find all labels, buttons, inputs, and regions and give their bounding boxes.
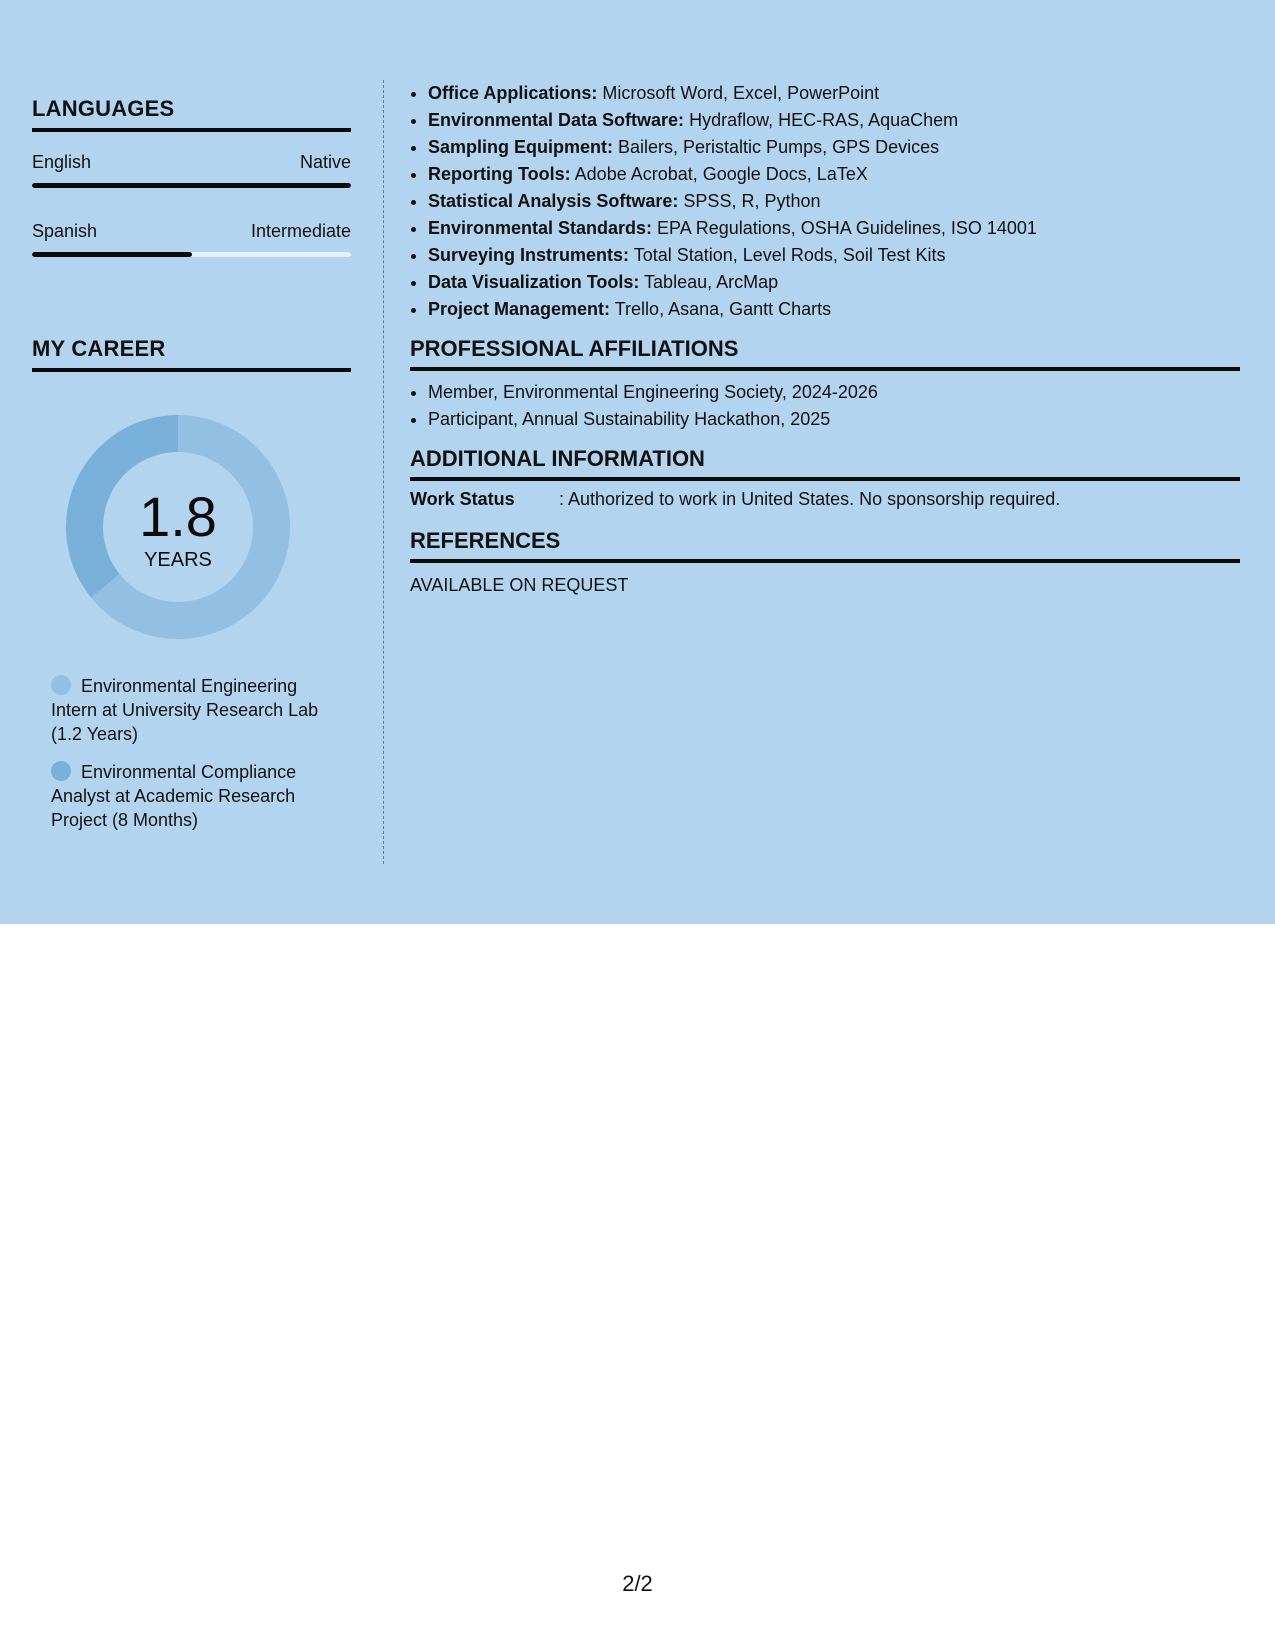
skill-value: EPA Regulations, OSHA Guidelines, ISO 14001 bbox=[652, 218, 1037, 238]
additional-info-section bbox=[410, 446, 1240, 513]
language-level: Intermediate bbox=[250, 221, 351, 241]
language-proficiency-fill bbox=[32, 183, 351, 188]
affiliations-section bbox=[410, 336, 1240, 433]
column-divider bbox=[383, 80, 384, 864]
skill-value: Microsoft Word, Excel, PowerPoint bbox=[597, 83, 880, 103]
skill-value: Hydraflow, HEC-RAS, AquaChem bbox=[684, 110, 959, 130]
skill-label: Environmental Data Software: bbox=[428, 110, 685, 130]
skill-value: Adobe Acrobat, Google Docs, LaTeX bbox=[570, 164, 868, 184]
skills-list bbox=[410, 80, 1240, 323]
skill-label: Environmental Standards: bbox=[428, 218, 653, 238]
skill-label: Project Management: bbox=[428, 299, 611, 319]
list-item: • Participant, Annual Sustainability Hackathon, 2025 bbox=[428, 406, 1240, 433]
skill-label: Reporting Tools: bbox=[428, 164, 571, 184]
skill-label: Surveying Instruments: bbox=[428, 245, 630, 265]
skill-item bbox=[428, 296, 1240, 323]
page-number: 2/2 bbox=[622, 1571, 653, 1596]
career-total-unit: YEARS bbox=[144, 549, 212, 571]
skill-item bbox=[428, 107, 1240, 134]
affiliations-list bbox=[410, 379, 1240, 433]
languages-heading: LANGUAGES bbox=[32, 96, 351, 132]
right-column bbox=[410, 80, 1240, 595]
additional-info-heading: ADDITIONAL INFORMATION bbox=[410, 446, 1240, 481]
skill-item bbox=[428, 134, 1240, 161]
language-proficiency-bar bbox=[32, 252, 351, 257]
skill-label: Data Visualization Tools: bbox=[428, 272, 640, 292]
career-legend-item bbox=[51, 674, 341, 746]
skill-value: Bailers, Peristaltic Pumps, GPS Devices bbox=[613, 137, 940, 157]
skill-item bbox=[428, 215, 1240, 242]
work-status-label: Work Status bbox=[410, 489, 515, 509]
skill-item bbox=[428, 188, 1240, 215]
skill-item bbox=[428, 269, 1240, 296]
career-legend-item bbox=[51, 760, 341, 832]
skill-value: Tableau, ArcMap bbox=[639, 272, 779, 292]
skill-label: Office Applications: bbox=[428, 83, 598, 103]
language-level: Native bbox=[299, 152, 351, 172]
career-total-years: 1.8 bbox=[139, 485, 217, 548]
skill-label: Sampling Equipment: bbox=[428, 137, 614, 157]
work-status-value: : Authorized to work in United States. No sponsorship required. bbox=[559, 489, 1061, 509]
skill-label: Statistical Analysis Software: bbox=[428, 191, 679, 211]
career-donut-chart bbox=[66, 415, 290, 639]
legend-dot-icon bbox=[51, 761, 71, 781]
references-text: AVAILABLE ON REQUEST bbox=[410, 575, 629, 595]
affiliations-heading: PROFESSIONAL AFFILIATIONS bbox=[410, 336, 1240, 371]
work-status-row bbox=[410, 489, 1240, 513]
legend-dot-icon bbox=[51, 675, 71, 695]
language-name: Spanish bbox=[32, 221, 98, 241]
language-proficiency-fill bbox=[32, 252, 192, 257]
references-section bbox=[410, 528, 1240, 596]
career-heading: MY CAREER bbox=[32, 336, 351, 372]
list-item: • Member, Environmental Engineering Society, 2024-2026 bbox=[428, 379, 1240, 406]
skill-item bbox=[428, 80, 1240, 107]
skill-item bbox=[428, 161, 1240, 188]
skill-item bbox=[428, 242, 1240, 269]
donut-center bbox=[66, 415, 290, 639]
skill-value: SPSS, R, Python bbox=[678, 191, 821, 211]
language-proficiency-bar bbox=[32, 183, 351, 188]
legend-label: Environmental Compliance Analyst at Academic Research Project (8 Months) bbox=[51, 762, 297, 830]
language-name: English bbox=[32, 152, 92, 172]
skill-value: Total Station, Level Rods, Soil Test Kits bbox=[629, 245, 946, 265]
skill-value: Trello, Asana, Gantt Charts bbox=[610, 299, 832, 319]
legend-label: Environmental Engineering Intern at University Research Lab (1.2 Years) bbox=[51, 676, 319, 744]
references-heading: REFERENCES bbox=[410, 528, 1240, 563]
